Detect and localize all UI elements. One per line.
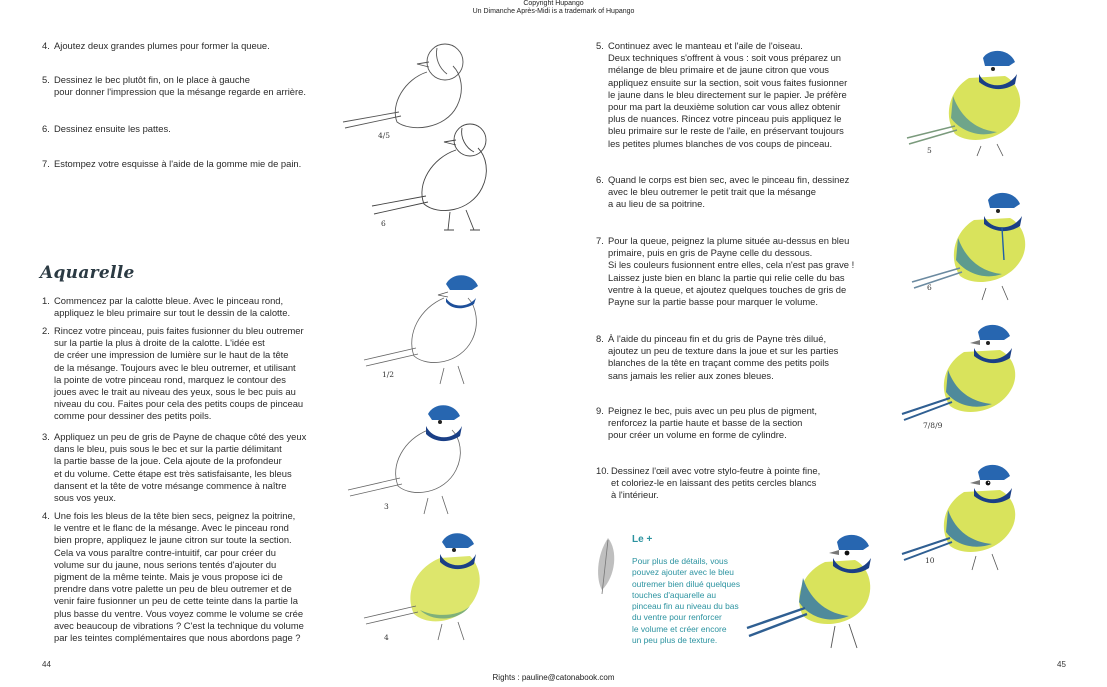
- watercolor-step: 7. Pour la queue, peignez la plume située au-dessus en bleu primaire, puis en gris de Payne celle du dessous. Si les couleurs fusionnent entre elles, cela n'est pas grave ! Laissez juste bien en blanc la partie qui relie celle du bas ventre à la queue, et ajoutez quelques touches de gris de Payne sur la partie basse pour marquer le volume.: [596, 235, 855, 308]
- rights-footer: Rights : pauline@catonabook.com: [492, 673, 615, 682]
- illustration-caption: 5: [927, 146, 932, 155]
- bird-watercolor-illustration: [344, 398, 474, 518]
- illustration-caption: 4: [384, 633, 389, 642]
- sketch-step: 5. Dessinez le bec plutôt fin, on le place à gauche pour donner l'impression que la mésange regarde en arrière.: [42, 74, 306, 98]
- sketch-step: 6. Dessinez ensuite les pattes.: [42, 123, 171, 134]
- watercolor-step: 6. Quand le corps est bien sec, avec le pinceau fin, dessinez avec le bleu outremer le petit trait que la mésange a au lieu de sa poitrine.: [596, 174, 850, 210]
- illustration-caption: 3: [384, 502, 389, 511]
- illustration-caption: 6: [927, 283, 932, 292]
- illustration-caption: 7/8/9: [923, 421, 943, 430]
- watercolor-step: 5. Continuez avec le manteau et l'aile de l'oiseau. Deux techniques s'offrent à vous : soit vous préparez un mélange de bleu primaire et de jaune citron que vous appliquez ensuite sur la section, soit vous faites fusionner le jaune dans le bleu directement sur le papier. Je préfère pour ma part la deuxième solution car vous allez obtenir plus de nuances. Rincez votre pinceau puis appliquez le bleu primaire sur le reste de l'aile, en préservant toujours les petites plumes blanches de vos coups de pinceau.: [596, 40, 848, 149]
- illustration-caption: 10: [925, 556, 935, 565]
- illustration-caption: 1/2: [382, 370, 395, 379]
- tip-text: Pour plus de détails, vous pouvez ajouter avec le bleu outremer bien dilué quelques touches d'aquarelle au pinceau fin au niveau du bas du ventre pour renforcer le volume et créer encore un peu plus de texture.: [632, 556, 741, 646]
- watercolor-step: 9. Peignez le bec, puis avec un peu plus de pigment, renforcez la partie haute et basse de la section pour créer un volume en forme de cylindre.: [596, 405, 817, 441]
- watercolor-step: 8. À l'aide du pinceau fin et du gris de Payne très dilué, ajoutez un peu de texture dans la joue et sur les parties blanches de la tête en traçant comme des petits poils sans jamais les relier aux zones bleues.: [596, 333, 839, 381]
- page-number-right: 45: [1057, 660, 1066, 669]
- page-number-left: 44: [42, 660, 51, 669]
- watercolor-step: 3. Appliquez un peu de gris de Payne de chaque côté des yeux dans le bleu, puis sous le bec et sur la partie délimitant la partie basse de la joue. Cela ajoute de la profondeur et du volume. Cette étape est très satisfaisante, les bleus dansent et la tête de votre mésange commence à naître sous vos yeux.: [42, 431, 307, 504]
- trademark-header: Un Dimanche Après-Midi is a trademark of Hupango: [472, 8, 635, 15]
- bird-sketch-illustration: [370, 118, 500, 238]
- bird-watercolor-illustration: [905, 46, 1035, 156]
- copyright-header: Copyright Hupango: [523, 0, 584, 7]
- bird-watercolor-illustration: [360, 268, 490, 388]
- sketch-step: 7. Estompez votre esquisse à l'aide de la gomme mie de pain.: [42, 158, 302, 169]
- bird-watercolor-illustration: [360, 524, 490, 644]
- watercolor-step: 1. Commencez par la calotte bleue. Avec le pinceau rond, appliquez le bleu primaire sur tout le dessin de la calotte.: [42, 295, 291, 319]
- illustration-caption: 4/5: [378, 131, 391, 140]
- bird-watercolor-illustration: [900, 322, 1030, 427]
- bird-watercolor-illustration: [745, 532, 895, 652]
- section-title: Aquarelle: [40, 263, 135, 283]
- watercolor-step: 2. Rincez votre pinceau, puis faites fusionner du bleu outremer sur la partie la plus à droite de la calotte. L'idée est de créer une impression de lumière sur le haut de la tête de la mésange. Toujours avec le bleu outremer, et utilisant la pointe de votre pinceau rond, marquez le contour des joues avec le trait au niveau des yeux, sous le bec puis au niveau du cou. Faites pour cela des petits coups de pinceau comme pour dessiner des petits poils.: [42, 325, 304, 422]
- illustration-caption: 6: [381, 219, 386, 228]
- watercolor-step: 10. Dessinez l'œil avec votre stylo-feutre à pointe fine, et coloriez-le en laissant des petits cercles blancs à l'intérieur.: [596, 465, 821, 501]
- tip-title: Le +: [632, 534, 653, 545]
- watercolor-step: 4. Une fois les bleus de la tête bien secs, peignez la poitrine, le ventre et le flanc de la mésange. Avec le pinceau rond bien propre, appliquez le jaune citron sur toute la section. Cela va vous paraître contre-intuitif, car pour créer du volume sur du jaune, nous serions tentés d'ajouter du pigment de la même teinte. Mais je vous propose ici de prendre dans votre palette un peu de bleu outremer et de venir faire fusionner un peu de cette teinte dans la partie la plus basse du ventre. Vous voyez comme le volume se crée avec beaucoup de vibrations ? C'est la technique du volume par les teintes complémentaires que nous abordons page ?: [42, 510, 304, 644]
- feather-icon: [592, 536, 620, 596]
- bird-watercolor-illustration: [900, 462, 1030, 572]
- sketch-step: 4. Ajoutez deux grandes plumes pour former la queue.: [42, 40, 270, 51]
